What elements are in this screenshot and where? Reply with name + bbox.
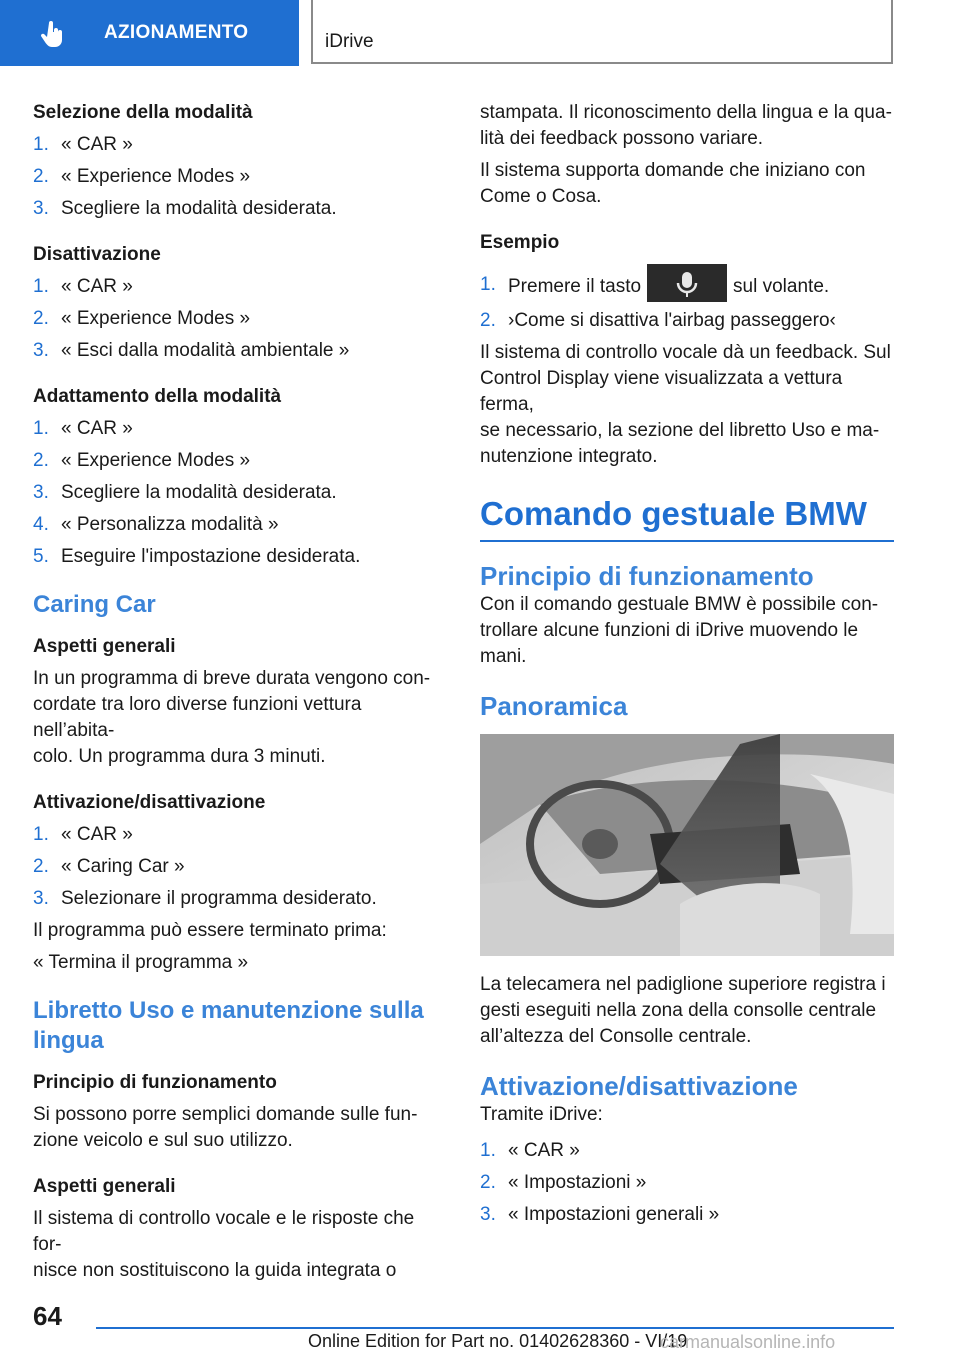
left-column: [33, 100, 447, 1284]
heading-panoramica: Panoramica: [480, 691, 628, 721]
watermark: carmanualsonline.info: [660, 1332, 836, 1352]
paragraph-line: nisce non sostituiscono la guida integrata o: [33, 1260, 397, 1281]
step-number: 3.: [33, 198, 49, 219]
paragraph-line: all’altezza del Consolle centrale.: [480, 1026, 752, 1047]
list-item: [33, 306, 447, 332]
step-text: « Esci dalla modalità ambientale »: [61, 340, 350, 361]
paragraph-line: Il sistema supporta domande che iniziano con: [480, 160, 866, 181]
heading-libretto-line2: lingua: [33, 1027, 104, 1054]
list-item: [33, 886, 447, 912]
subheading-esempio: Esempio: [480, 232, 560, 253]
paragraph-line: zione veicolo e sul suo utilizzo.: [33, 1130, 293, 1151]
footer-rule: [96, 1327, 894, 1329]
list-item: [33, 480, 447, 506]
car-interior-illustration: [480, 734, 894, 956]
step-number: 2.: [33, 450, 49, 471]
step-text: « Experience Modes »: [61, 308, 251, 329]
step-number: 3.: [480, 1204, 496, 1225]
paragraph-line: se necessario, la sezione del libretto Uso e ma-: [480, 420, 880, 441]
list-item: [33, 196, 447, 222]
list-item: [480, 272, 894, 302]
voice-button-key: [647, 264, 727, 302]
section-tab: [0, 0, 299, 66]
list-item: [480, 1170, 894, 1196]
list-item: [33, 338, 447, 364]
step-number: 4.: [33, 514, 49, 535]
step-number: 1.: [33, 134, 49, 155]
step-text: Selezionare il programma desiderato.: [61, 888, 377, 909]
paragraph-line: gesti eseguiti nella zona della consolle centrale: [480, 1000, 877, 1021]
step-text: Eseguire l'impostazione desiderata.: [61, 546, 361, 567]
step-number: 2.: [33, 856, 49, 877]
step-text: « CAR »: [61, 276, 133, 297]
step-text: Scegliere la modalità desiderata.: [61, 198, 337, 219]
car-interior-image: [480, 734, 894, 956]
paragraph-line: La telecamera nel padiglione superiore registra i: [480, 974, 886, 995]
list-item: [33, 416, 447, 442]
header-chapter-title: iDrive: [325, 31, 374, 52]
header-chapter-box: [311, 0, 893, 64]
step-text: « CAR »: [61, 418, 133, 439]
list-item: [33, 822, 447, 848]
paragraph-line: trollare alcune funzioni di iDrive muovendo le: [480, 620, 859, 641]
step-text: « CAR »: [61, 134, 133, 155]
paragraph-line: Il sistema di controllo vocale dà un feedback. Sul: [480, 342, 891, 363]
subheading-attivazione: Attivazione/disattivazione: [33, 792, 266, 813]
subheading-aspetti-generali-2: Aspetti generali: [33, 1176, 176, 1197]
list-item: [33, 448, 447, 474]
page-number: 64: [33, 1301, 62, 1331]
step-text: « CAR »: [508, 1140, 580, 1161]
paragraph-line: Il sistema di controllo vocale e le risposte che for-: [33, 1208, 415, 1255]
subheading-aspetti-generali: Aspetti generali: [33, 636, 176, 657]
heading-attivazione-disattivazione: Attivazione/disattivazione: [480, 1071, 798, 1101]
step-text: « Personalizza modalità »: [61, 514, 279, 535]
heading-libretto-line1: Libretto Uso e manutenzione sulla: [33, 997, 424, 1024]
hand-pointer-icon: [40, 20, 66, 48]
step-text: Premere il tasto: [508, 276, 642, 298]
footer-edition: Online Edition for Part no. 01402628360 - VI/19: [308, 1331, 688, 1351]
paragraph-line: « Termina il programma »: [33, 952, 249, 973]
list-item: [33, 164, 447, 190]
step-number: 2.: [33, 308, 49, 329]
paragraph-line: Come o Cosa.: [480, 186, 602, 207]
list-item: [33, 512, 447, 538]
step-text: « Experience Modes »: [61, 450, 251, 471]
subheading-disattivazione: Disattivazione: [33, 244, 161, 265]
paragraph-line: Tramite iDrive:: [480, 1104, 603, 1125]
right-column: [480, 100, 894, 1228]
step-number: 3.: [33, 482, 49, 503]
paragraph-line: Control Display viene visualizzata a vettura ferma,: [480, 368, 843, 415]
list-item: [33, 544, 447, 570]
step-text: sul volante.: [733, 276, 830, 298]
paragraph-line: Con il comando gestuale BMW è possibile con-: [480, 594, 879, 615]
paragraph-line: Si possono porre semplici domande sulle fun-: [33, 1104, 418, 1125]
header-section-title: AZIONAMENTO: [104, 22, 249, 43]
step-number: 3.: [33, 340, 49, 361]
list-item: [33, 274, 447, 300]
subheading-adattamento: Adattamento della modalità: [33, 386, 282, 407]
list-item: [480, 1138, 894, 1164]
step-number: 1.: [33, 276, 49, 297]
step-text: ›Come si disattiva l'airbag passeggero‹: [508, 310, 836, 331]
subheading-principio: Principio di funzionamento: [33, 1072, 277, 1093]
step-number: 2.: [33, 166, 49, 187]
microphone-icon: [647, 264, 727, 302]
paragraph-line: colo. Un programma dura 3 minuti.: [33, 746, 326, 767]
subheading-selezione: Selezione della modalità: [33, 102, 253, 123]
heading-caring-car: Caring Car: [33, 591, 156, 618]
step-number: 2.: [480, 310, 496, 331]
list-item: [480, 1202, 894, 1228]
step-number: 3.: [33, 888, 49, 909]
list-item: [480, 308, 894, 334]
paragraph-line: In un programma di breve durata vengono con-: [33, 668, 431, 689]
list-item: [33, 854, 447, 880]
paragraph-line: mani.: [480, 646, 527, 667]
step-number: 1.: [33, 824, 49, 845]
step-text: Scegliere la modalità desiderata.: [61, 482, 337, 503]
paragraph-line: nutenzione integrato.: [480, 446, 658, 467]
step-text: « Impostazioni »: [508, 1172, 647, 1193]
paragraph-line: stampata. Il riconoscimento della lingua e la qua-: [480, 102, 892, 123]
step-text: « Impostazioni generali »: [508, 1204, 720, 1225]
step-text: « Caring Car »: [61, 856, 185, 877]
step-number: 5.: [33, 546, 49, 567]
step-text: « Experience Modes »: [61, 166, 251, 187]
paragraph-line: cordate tra loro diverse funzioni vettura nell’abita-: [33, 694, 362, 741]
step-number: 1.: [33, 418, 49, 439]
step-number: 2.: [480, 1172, 496, 1193]
step-number: 1.: [480, 274, 496, 295]
paragraph-line: lità dei feedback possono variare.: [480, 128, 764, 149]
step-text: « CAR »: [61, 824, 133, 845]
heading-comando-gestuale: Comando gestuale BMW: [480, 495, 867, 532]
step-number: 1.: [480, 1140, 496, 1161]
heading-principio-funzionamento: Principio di funzionamento: [480, 561, 814, 591]
paragraph-line: Il programma può essere terminato prima:: [33, 920, 387, 941]
list-item: [33, 132, 447, 158]
